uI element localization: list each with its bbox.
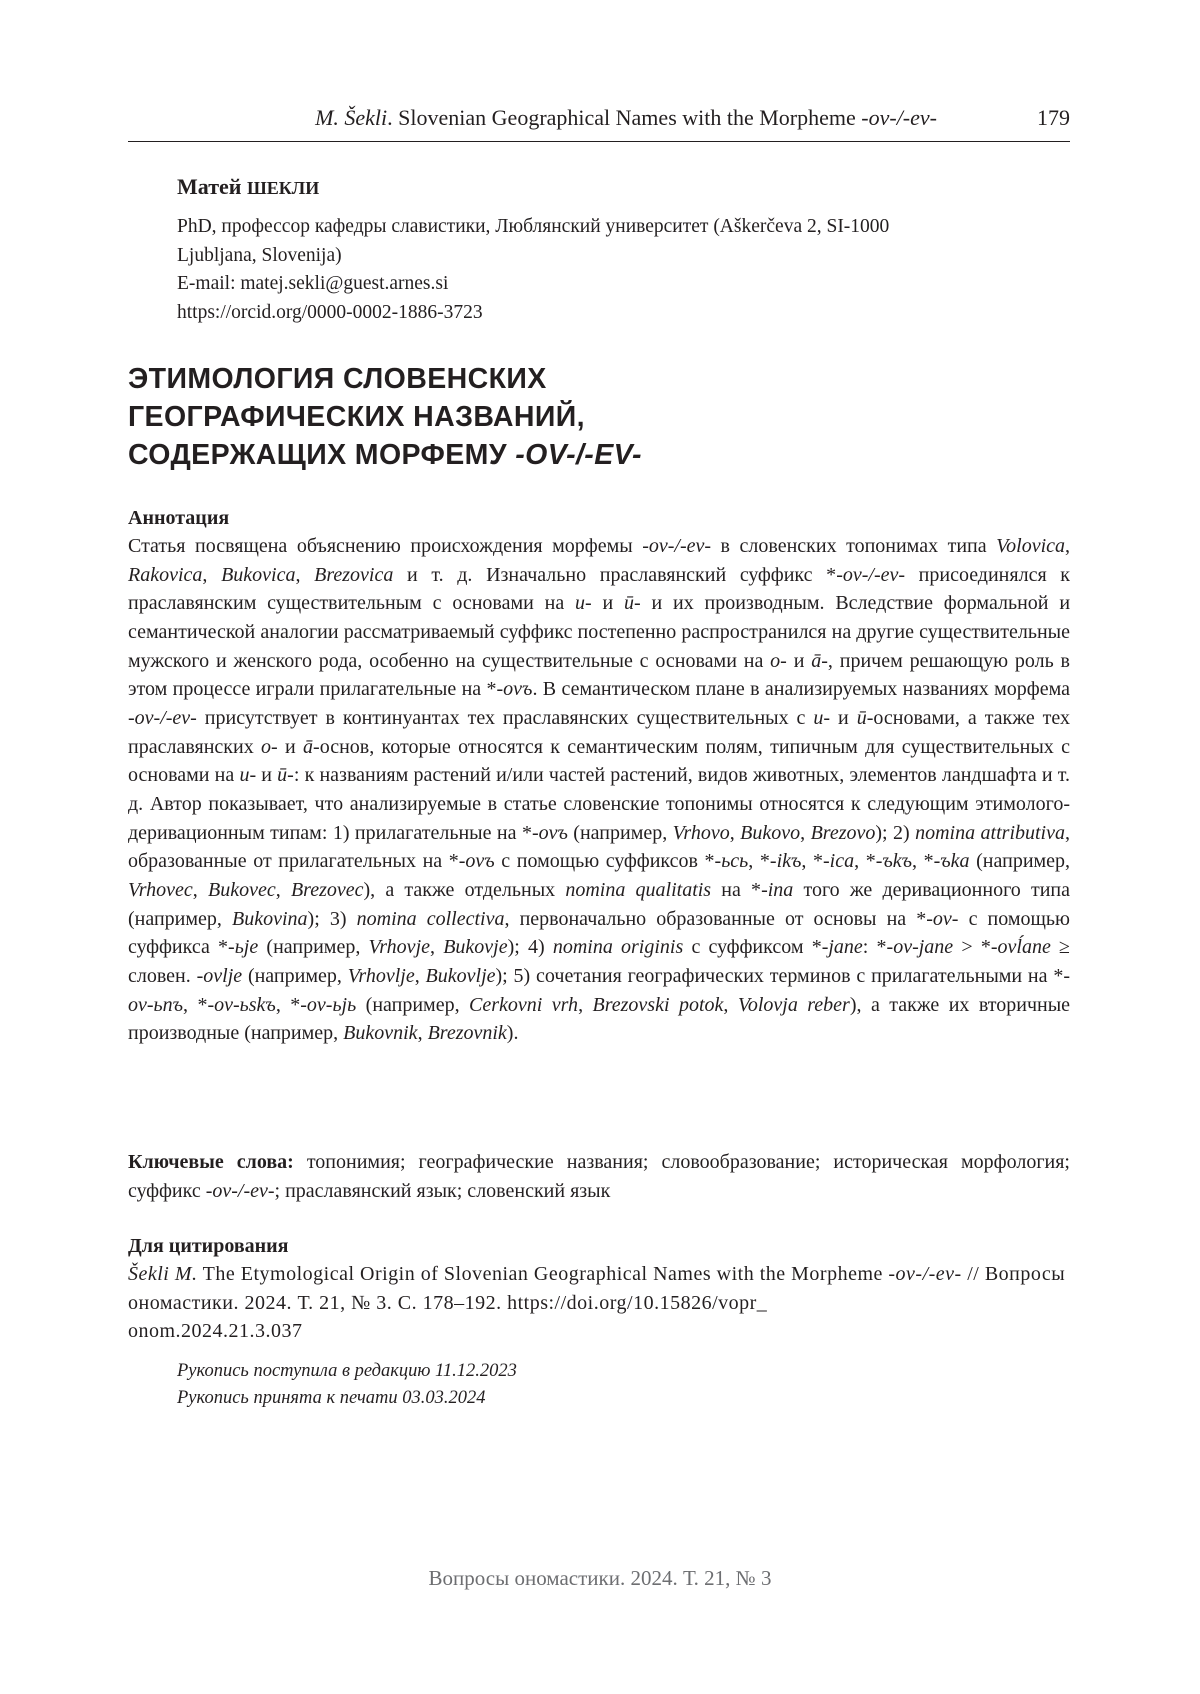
citation-heading: Для цитирования: [128, 1235, 289, 1257]
author-block: [177, 172, 1037, 327]
title-line: ЭТИМОЛОГИЯ СЛОВЕНСКИХ: [128, 363, 547, 395]
title-line: ГЕОГРАФИЧЕСКИХ НАЗВАНИЙ,: [128, 401, 585, 433]
header-divider: [128, 141, 1070, 142]
citation-section: [128, 1232, 1070, 1346]
abstract-heading: Аннотация: [128, 507, 230, 529]
running-head: [128, 104, 1070, 132]
running-head-title: M. Šekli. Slovenian Geographical Names with the Morpheme -ov-/-ev-: [315, 105, 937, 130]
affiliation-line: PhD, профессор кафедры славистики, Люблянский университет (Aškerčeva 2, SI-1000: [177, 216, 890, 237]
keywords-label: Ключевые слова:: [128, 1151, 294, 1173]
author-affiliation: [177, 213, 1037, 327]
keywords-section: [128, 1148, 1070, 1205]
author-orcid: https://orcid.org/0000-0002-1886-3723: [177, 301, 483, 323]
affiliation-line: Ljubljana, Slovenija): [177, 244, 342, 266]
abstract-section: [128, 504, 1070, 1048]
received-date: Рукопись поступила в редакцию 11.12.2023: [177, 1361, 517, 1381]
page-number: 179: [1037, 105, 1070, 130]
manuscript-dates: [177, 1358, 877, 1412]
abstract-text: Статья посвящена объяснению происхождения морфемы -ov-/-ev- в словенских топонимах типа Volovica, Rakovica, Bukovica, Brezovica и т. д. Изначально праславянский суффикс *-ov-/-ev- присоединялся к праславянским существительным с основами на u- и ū- и их производным. Вследствие формальной и семантической аналогии рассматриваемый суффикс постепенно распространился на другие существительные мужского и женского рода, особенно на существительные с основами на o- и ā-, причем решающую роль в этом процессе играли прилагательные на *-ovъ. В семантическом плане в анализируемых названиях морфема -ov-/-ev- присутствует в континуантах тех праславянских существительных с u- и ū-основами, а также тех праславянских o- и ā-основ, которые относятся к семантическим полям, типичным для существительных с основами на u- и ū-: к названиям растений и/или частей растений, видов животных, элементов ландшафта и т. д. Автор показывает, что анализируемые в статье словенские топонимы относятся к следующим этимолого-деривационным типам: 1) прилагательные на *-ovъ (например, Vrhovo, Bukovo, Brezovo); 2) nomina attributiva, образованные от прилагательных на *-ovъ с помощью суффиксов *-ьcь, *-ikъ, *-ica, *-ъkъ, *-ъka (например, Vrhovec, Bukovec, Brezovec), а также отдельных nomina qualitatis на *-ina того же деривационного типа (например, Bukovina); 3) nomina collectiva, первоначально образованные от основы на *-ov- с помощью суффикса *-ьje (например, Vrhovje, Bukovje); 4) nomina originis с суффиксом *-jane: *-ov-jane > *-ovĺane ≥ словен. -ovlje (например, Vrhovlje, Bukovlje); 5) сочетания географических терминов с прилагательными на *-ov-ьnъ, *-ov-ьskъ, *-ov-ьjь (например, Cerkovni vrh, Brezovski potok, Volovja reber), а также их вторичные производные (например, Bukovnik, Brezovnik).: [128, 535, 1071, 1045]
page-footer: Вопросы ономастики. 2024. Т. 21, № 3: [428, 1566, 772, 1590]
accepted-date: Рукопись принята к печати 03.03.2024: [177, 1388, 486, 1408]
keywords-text: топонимия; географические названия; словообразование; историческая морфология; суффикс -ov-/-ev-; праславянский язык; словенский язык: [128, 1151, 1070, 1202]
citation-text: Šekli M. The Etymological Origin of Slovenian Geographical Names with the Morpheme -ov-/-ev- // Вопросы ономастики. 2024. Т. 21, № 3. С. 178–192. https://doi.org/10.15826/vopr_ onom.2024.21.3.037: [128, 1263, 1066, 1343]
article-title: [128, 360, 1070, 474]
title-line: СОДЕРЖАЩИХ МОРФЕМУ -OV-/-EV-: [128, 439, 642, 471]
author-email: E-mail: matej.sekli@guest.arnes.si: [177, 273, 449, 294]
author-name: Матей ШЕКЛИ: [177, 174, 320, 199]
